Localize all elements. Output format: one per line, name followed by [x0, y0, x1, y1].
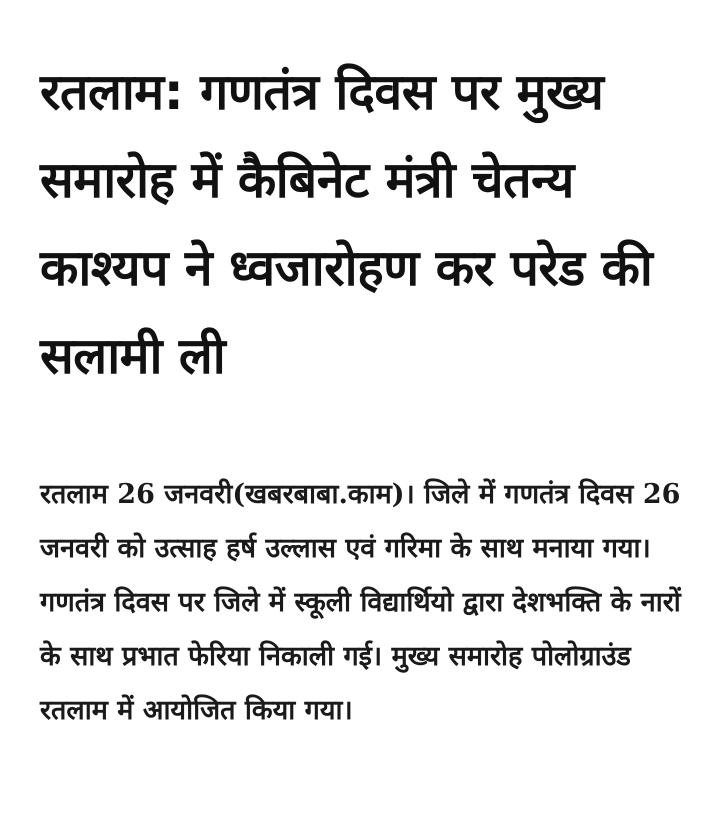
article-headline: रतलाम: गणतंत्र दिवस पर मुख्य समारोह में कैबिनेट मंत्री चेतन्य काश्यप ने ध्वजारोहण कर परेड की सलामी ली: [40, 63, 653, 385]
article-header: [40, 48, 690, 400]
article-body: रतलाम 26 जनवरी(खबरबाबा.काम)। जिले में गणतंत्र दिवस 26 जनवरी को उत्साह हर्ष उल्लास एवं गरिमा के साथ मनाया गया। गणतंत्र दिवस पर जिले में स्कूली विद्यार्थियो द्वारा देशभक्ति के नारों के साथ प्रभात फेरिया निकाली गई। मुख्य समारोह पोलोग्राउंड रतलाम में आयोजित किया गया।: [40, 479, 681, 726]
